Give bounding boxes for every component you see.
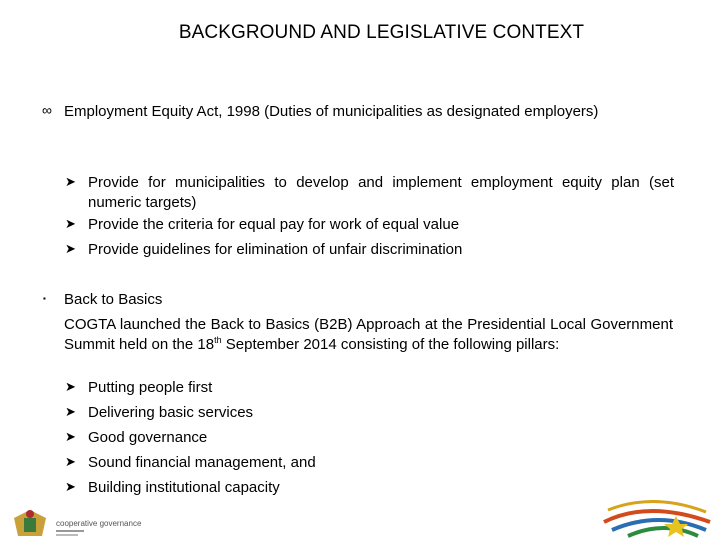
paragraph-superscript: th — [214, 335, 222, 345]
infinity-bullet-icon: ∞ — [42, 102, 52, 118]
arrow-bullet-icon: ➤ — [65, 379, 76, 394]
arrow-bullet-icon: ➤ — [65, 454, 76, 469]
arrow-bullet-icon: ➤ — [65, 479, 76, 494]
pillar-item: Putting people first — [88, 379, 213, 396]
slide-title: BACKGROUND AND LEGISLATIVE CONTEXT — [178, 22, 585, 43]
paragraph-text-after: September 2014 consisting of the following pillars: — [221, 336, 560, 353]
coat-of-arms-icon — [14, 510, 46, 536]
pillar-item: Good governance — [88, 429, 208, 446]
arrow-bullet-icon: ➤ — [65, 404, 76, 419]
arrow-bullet-icon: ➤ — [65, 241, 76, 256]
section1-item-2: Provide the criteria for equal pay for work of equal value — [88, 216, 460, 233]
pillar-item: Delivering basic services — [88, 404, 254, 421]
section1-item-3: Provide guidelines for elimination of unfair discrimination — [88, 241, 463, 258]
arrow-bullet-icon: ➤ — [65, 429, 76, 444]
logo-wordmark: cooperative governance — [56, 519, 142, 528]
section1-heading: Employment Equity Act, 1998 (Duties of municipalities as designated employers) — [64, 103, 599, 120]
section1-item-1: Provide for municipalities to develop and implement employment equity plan (set numeric targets) — [88, 174, 674, 211]
20-years-democracy-logo — [588, 492, 720, 540]
section2-heading: Back to Basics — [64, 291, 163, 308]
cooperative-governance-coat-of-arms-logo — [0, 496, 200, 540]
arrow-bullet-icon: ➤ — [65, 216, 76, 231]
pillar-item: Building institutional capacity — [88, 479, 280, 496]
paragraph-text-before: COGTA launched the Back to Basics (B2B) Approach at the Presidential Local Government Summit held on the 18 — [64, 316, 673, 353]
arrow-bullet-icon: ➤ — [65, 174, 76, 189]
section2-paragraph — [64, 315, 673, 355]
square-bullet-icon: ▪ — [43, 294, 46, 303]
pillar-item: Sound financial management, and — [88, 454, 316, 471]
